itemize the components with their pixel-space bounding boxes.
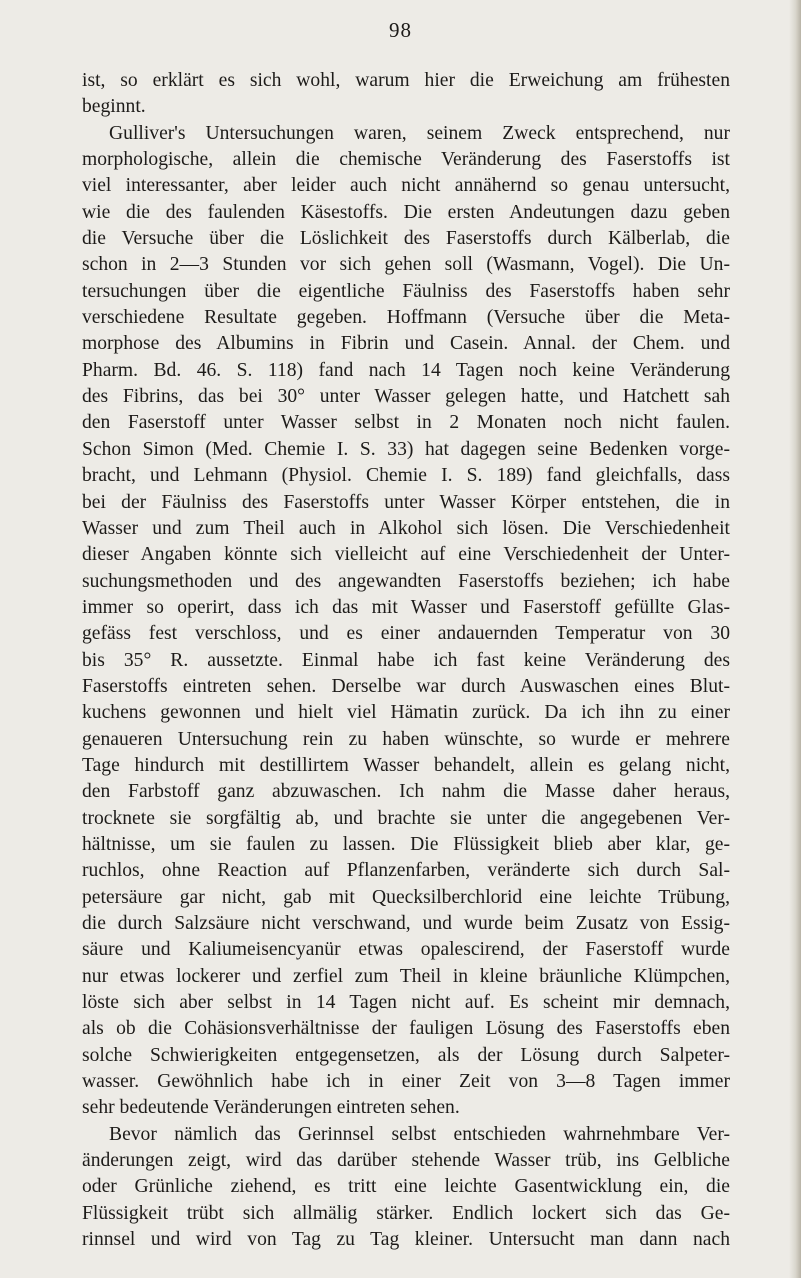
text-line: suchungsmethoden und des angewandten Faserstoffs beziehen; ich habe <box>82 570 730 592</box>
text-line: wie die des faulenden Käsestoffs. Die ersten Andeutungen dazu geben <box>82 201 730 223</box>
text-line: trocknete sie sorgfältig ab, und brachte sie unter die angegebenen Ver- <box>82 807 730 829</box>
paragraph <box>82 121 730 1122</box>
text-line: den Faserstoff unter Wasser selbst in 2 Monaten noch nicht faulen. <box>82 412 730 434</box>
text-line: änderungen zeigt, wird das darüber stehende Wasser trüb, ins Gelbliche <box>82 1150 730 1172</box>
text-line: schon in 2—3 Stunden vor sich gehen soll (Wasmann, Vogel). Die Un- <box>82 254 730 276</box>
text-line: nur etwas lockerer und zerfiel zum Theil in kleine bräunliche Klümpchen, <box>82 965 730 987</box>
text-line: kuchens gewonnen und hielt viel Hämatin zurück. Da ich ihn zu einer <box>82 702 730 724</box>
text-line: oder Grünliche ziehend, es tritt eine leichte Gasentwicklung ein, die <box>82 1176 730 1198</box>
text-line: des Fibrins, das bei 30° unter Wasser gelegen hatte, und Hatchett sah <box>82 386 730 408</box>
text-line: bis 35° R. aussetzte. Einmal habe ich fast keine Veränderung des <box>82 649 730 671</box>
text-line: Schon Simon (Med. Chemie I. S. 33) hat dagegen seine Bedenken vorge- <box>82 438 730 460</box>
page-edge-shadow <box>789 0 801 1278</box>
text-line: morphologische, allein die chemische Veränderung des Faserstoffs ist <box>82 149 730 171</box>
text-line: verschiedene Resultate gegeben. Hoffmann (Versuche über die Meta- <box>82 307 730 329</box>
text-line: Flüssigkeit trübt sich allmälig stärker. Endlich lockert sich das Ge- <box>82 1202 730 1224</box>
text-line: rinnsel und wird von Tag zu Tag kleiner. Untersucht man dann nach <box>82 1229 730 1251</box>
text-line: petersäure gar nicht, gab mit Quecksilberchlorid eine leichte Trübung, <box>82 886 730 908</box>
text-line: genaueren Untersuchung rein zu haben wünschte, so wurde er mehrere <box>82 728 730 750</box>
text-line: als ob die Cohäsionsverhältnisse der fauligen Lösung des Faserstoffs eben <box>82 1018 730 1040</box>
text-line: beginnt. <box>82 96 146 118</box>
text-line: löste sich aber selbst in 14 Tagen nicht auf. Es scheint mir demnach, <box>82 992 730 1014</box>
text-line: bei der Fäulniss des Faserstoffs unter Wasser Körper entstehen, die in <box>82 491 730 513</box>
text-line: Gulliver's Untersuchungen waren, seinem Zweck entsprechend, nur <box>109 122 730 144</box>
text-line: dieser Angaben könnte sich vielleicht auf eine Verschiedenheit der Unter- <box>82 544 730 566</box>
text-line: Pharm. Bd. 46. S. 118) fand nach 14 Tagen noch keine Veränderung <box>82 359 730 381</box>
text-line: viel interessanter, aber leider auch nicht annähernd so genau untersucht, <box>82 175 730 197</box>
text-line: bracht, und Lehmann (Physiol. Chemie I. S. 189) fand gleichfalls, dass <box>82 465 730 487</box>
text-line: immer so operirt, dass ich das mit Wasser und Faserstoff gefüllte Glas- <box>82 596 730 618</box>
text-line: morphose des Albumins in Fibrin und Casein. Annal. der Chem. und <box>82 333 730 355</box>
text-line: Bevor nämlich das Gerinnsel selbst entschieden wahrnehmbare Ver- <box>109 1123 730 1145</box>
text-line: wasser. Gewöhnlich habe ich in einer Zeit von 3—8 Tagen immer <box>82 1071 730 1093</box>
paragraph <box>82 68 730 121</box>
page-number: 98 <box>389 18 412 42</box>
text-line: hältnisse, um sie faulen zu lassen. Die Flüssigkeit blieb aber klar, ge- <box>82 833 730 855</box>
text-line: gefäss fest verschloss, und es einer andauernden Temperatur von 30 <box>82 623 730 645</box>
text-line: Tage hindurch mit destillirtem Wasser behandelt, allein es gelang nicht, <box>82 754 730 776</box>
text-line: ruchlos, ohne Reaction auf Pflanzenfarben, veränderte sich durch Sal- <box>82 860 730 882</box>
text-line: solche Schwierigkeiten entgegensetzen, als der Lösung durch Salpeter- <box>82 1044 730 1066</box>
text-line: Wasser und zum Theil auch in Alkohol sich lösen. Die Verschiedenheit <box>82 517 730 539</box>
text-line: ist, so erklärt es sich wohl, warum hier die Erweichung am frühesten <box>82 70 730 91</box>
body-text <box>82 68 730 1253</box>
paragraph <box>82 1122 730 1254</box>
text-line: die durch Salzsäure nicht verschwand, und wurde beim Zusatz von Essig- <box>82 913 730 934</box>
text-line: tersuchungen über die eigentliche Fäulniss des Faserstoffs haben sehr <box>82 280 730 302</box>
text-line: sehr bedeutende Veränderungen eintreten sehen. <box>82 1097 460 1119</box>
text-line: den Farbstoff ganz abzuwaschen. Ich nahm die Masse daher heraus, <box>82 781 730 803</box>
text-line: säure und Kaliumeisencyanür etwas opalescirend, der Faserstoff wurde <box>82 939 730 961</box>
text-line: die Versuche über die Löslichkeit des Faserstoffs durch Kälberlab, die <box>82 228 730 250</box>
text-line: Faserstoffs eintreten sehen. Derselbe war durch Auswaschen eines Blut- <box>82 675 730 697</box>
